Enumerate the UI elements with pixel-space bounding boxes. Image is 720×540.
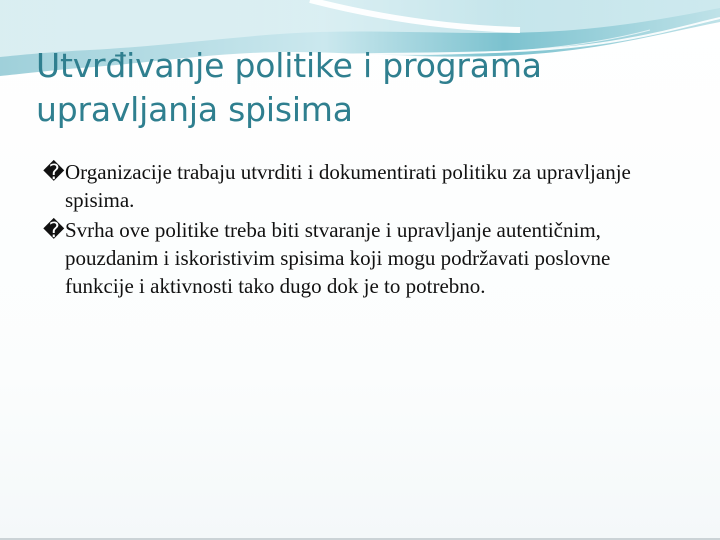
slide-title — [36, 44, 696, 132]
slide-title-line-2: upravljanja spisima — [36, 90, 353, 129]
slide-title-line-1: Utvrđivanje politike i programa — [36, 46, 542, 85]
paragraph-1-text: Organizacije trabaju utvrditi i dokumentirati politiku za upravljanje spisima. — [65, 160, 631, 212]
paragraph-2 — [43, 216, 665, 300]
bullet-icon: � — [43, 218, 65, 242]
bullet-icon: � — [43, 160, 65, 184]
slide-body — [43, 158, 683, 302]
paragraph-2-text: Svrha ove politike treba biti stvaranje i upravljanje autentičnim, pouzdanim i iskoristivim spisima koji mogu podržavati poslovne funkcije i aktivnosti tako dugo dok je to potrebno. — [65, 218, 611, 298]
paragraph-1 — [43, 158, 665, 214]
